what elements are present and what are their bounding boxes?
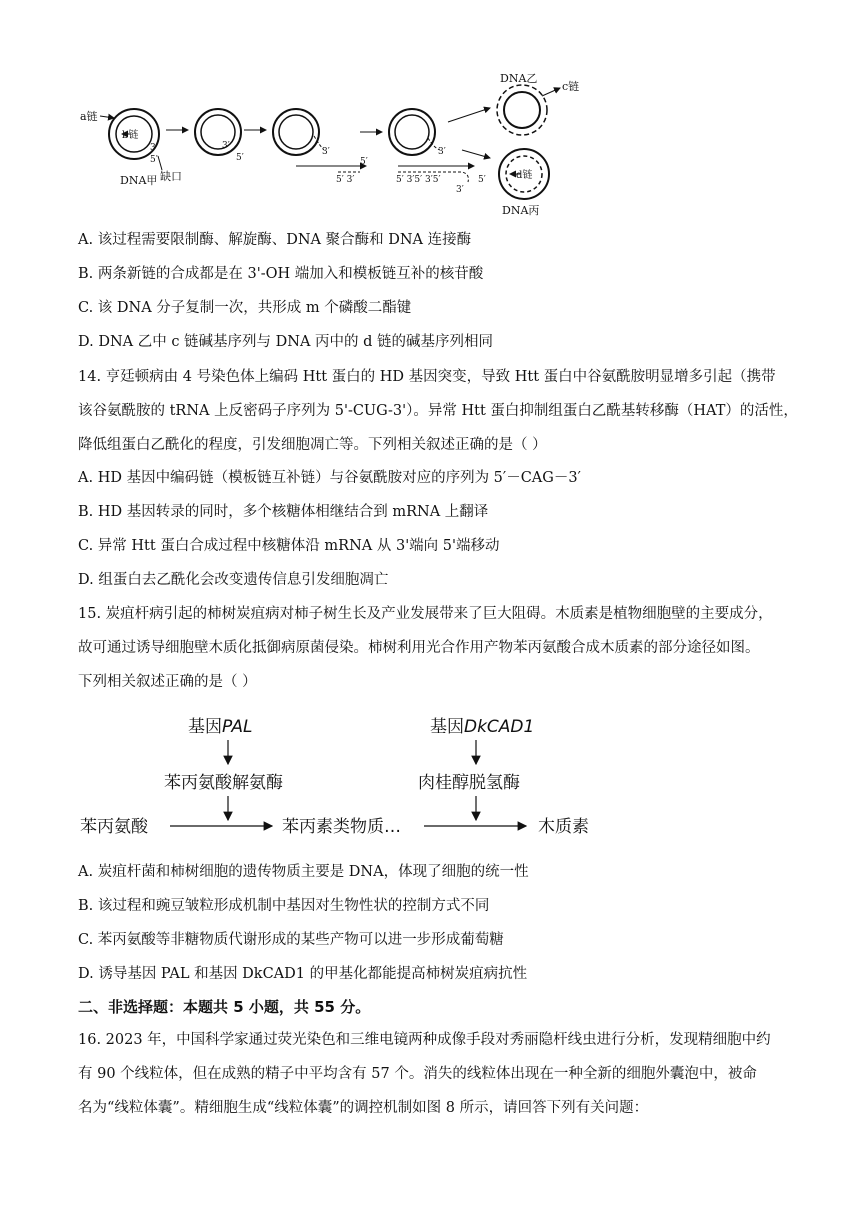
dna-yi-label: DNA乙 bbox=[500, 72, 538, 85]
stage4-ends: 5′ 3′5′ 3′5′ bbox=[396, 175, 441, 185]
stage3-3-end: 3′ bbox=[322, 147, 330, 157]
gap-pointer bbox=[158, 156, 162, 170]
substrate-phenylalanine: 苯丙氨酸 bbox=[80, 817, 148, 837]
a-chain-pointer bbox=[100, 116, 114, 118]
stage4-3-end-b: 3′ bbox=[456, 185, 464, 195]
q14-option-d: D. 组蛋白去乙酰化会改变遗传信息引发细胞凋亡 bbox=[78, 572, 389, 588]
gap-label: 缺口 bbox=[160, 170, 182, 183]
gene-pal-label: 基因PAL bbox=[188, 717, 253, 737]
stage2-3-end: 3′ bbox=[222, 141, 230, 151]
split-arrow-up bbox=[448, 108, 490, 122]
q14-option-b: B. HD 基因转录的同时，多个核糖体相继结合到 mRNA 上翻译 bbox=[78, 504, 489, 520]
stage4-5-end: 5′ bbox=[478, 175, 486, 185]
stage3-ends: 5′ 3′ bbox=[336, 175, 355, 185]
q15-option-c: C. 苯丙氨酸等非糖物质代谢形成的某些产物可以进一步形成葡萄糖 bbox=[78, 932, 504, 948]
dna-replication-figure bbox=[70, 62, 610, 224]
gene-dkcad1-label: 基因DkCAD1 bbox=[430, 717, 535, 737]
a-chain-label: a链 bbox=[80, 110, 98, 123]
q13-option-b: B. 两条新链的合成都是在 3'-OH 端加入和模板链互补的核苷酸 bbox=[78, 266, 484, 282]
stage4-inner-ring bbox=[395, 115, 429, 149]
q15-option-d: D. 诱导基因 PAL 和基因 DkCAD1 的甲基化都能提高柿树炭疽病抗性 bbox=[78, 966, 528, 982]
dna-yi-inner-ring bbox=[504, 92, 540, 128]
q15-stem-line-2: 故可通过诱导细胞壁木质化抵御病原菌侵染。柿树利用光合作用产物苯丙氨酸合成木质素的部分途径如图。 bbox=[78, 640, 760, 656]
stage2-5-end: 5′ bbox=[236, 153, 244, 163]
stage4-3-end: 3′ bbox=[438, 147, 446, 157]
enzyme-cad-label: 肉桂醇脱氢酶 bbox=[418, 773, 520, 793]
product-lignin: 木质素 bbox=[538, 817, 589, 837]
split-arrow-down bbox=[462, 150, 490, 158]
q14-stem-line-2: 该谷氨酰胺的 tRNA 上反密码子序列为 5'-CUG-3'）。异常 Htt 蛋白抑制组蛋白乙酰基转移酶（HAT）的活性， bbox=[78, 403, 798, 419]
dna-jia-3-end: 3′ bbox=[150, 143, 158, 153]
q14-stem-line-3: 降低组蛋白乙酰化的程度，引发细胞凋亡等。下列相关叙述正确的是（ ） bbox=[78, 437, 547, 453]
q14-option-c: C. 异常 Htt 蛋白合成过程中核糖体沿 mRNA 从 3'端向 5'端移动 bbox=[78, 538, 500, 554]
lignin-pathway-figure bbox=[78, 702, 638, 852]
q16-stem-line-3: 名为“线粒体囊”。精细胞生成“线粒体囊”的调控机制如图 8 所示，请回答下列有关问题： bbox=[78, 1100, 649, 1116]
b-chain-label: b链 bbox=[122, 130, 139, 141]
stage3-5-end: 5′ bbox=[360, 157, 368, 167]
q16-stem-line-2: 有 90 个线粒体，但在成熟的精子中平均含有 57 个。消失的线粒体出现在一种全新的细胞外囊泡中，被命 bbox=[78, 1066, 757, 1082]
q13-option-c: C. 该 DNA 分子复制一次，共形成 m 个磷酸二酯键 bbox=[78, 300, 412, 316]
stage2-outer-ring bbox=[195, 109, 241, 155]
stage3-outer-ring bbox=[273, 109, 319, 155]
c-chain-pointer bbox=[542, 88, 560, 96]
dna-bing-label: DNA丙 bbox=[502, 204, 540, 217]
stage4-outer-ring bbox=[389, 109, 435, 155]
enzyme-pal-label: 苯丙氨酸解氨酶 bbox=[164, 773, 283, 793]
intermediate-phenylpropanoids: 苯丙素类物质… bbox=[282, 817, 401, 837]
dna-jia-label: DNA甲 bbox=[120, 174, 158, 187]
dna-jia-5-end: 5′ bbox=[150, 155, 158, 165]
q15-option-b: B. 该过程和豌豆皱粒形成机制中基因对生物性状的控制方式不同 bbox=[78, 898, 490, 914]
q15-stem-line-1: 15. 炭疽杆病引起的柿树炭疽病对柿子树生长及产业发展带来了巨大阻碍。木质素是植物细胞壁的主要成分， bbox=[78, 606, 773, 622]
q14-option-a: A. HD 基因中编码链（模板链互补链）与谷氨酰胺对应的序列为 5′－CAG－3′ bbox=[78, 470, 581, 486]
q16-stem-line-1: 16. 2023 年，中国科学家通过荧光染色和三维电镜两种成像手段对秀丽隐杆线虫进行分析，发现精细胞中约 bbox=[78, 1032, 771, 1048]
q15-stem-line-3: 下列相关叙述正确的是（ ） bbox=[78, 674, 257, 690]
stage3-inner-ring bbox=[279, 115, 313, 149]
c-chain-label: c链 bbox=[562, 80, 580, 93]
stage2-inner-ring bbox=[201, 115, 235, 149]
q15-option-a: A. 炭疽杆菌和柿树细胞的遗传物质主要是 DNA，体现了细胞的统一性 bbox=[78, 864, 529, 880]
q13-option-d: D. DNA 乙中 c 链碱基序列与 DNA 丙中的 d 链的碱基序列相同 bbox=[78, 334, 494, 350]
d-chain-label: d链 bbox=[516, 170, 533, 181]
section-2-heading: 二、非选择题：本题共 5 小题，共 55 分。 bbox=[78, 998, 371, 1016]
q13-option-a: A. 该过程需要限制酶、解旋酶、DNA 聚合酶和 DNA 连接酶 bbox=[78, 232, 472, 248]
q14-stem-line-1: 14. 亨廷顿病由 4 号染色体上编码 Htt 蛋白的 HD 基因突变，导致 Htt 蛋白中谷氨酰胺明显增多引起（携带 bbox=[78, 369, 776, 385]
